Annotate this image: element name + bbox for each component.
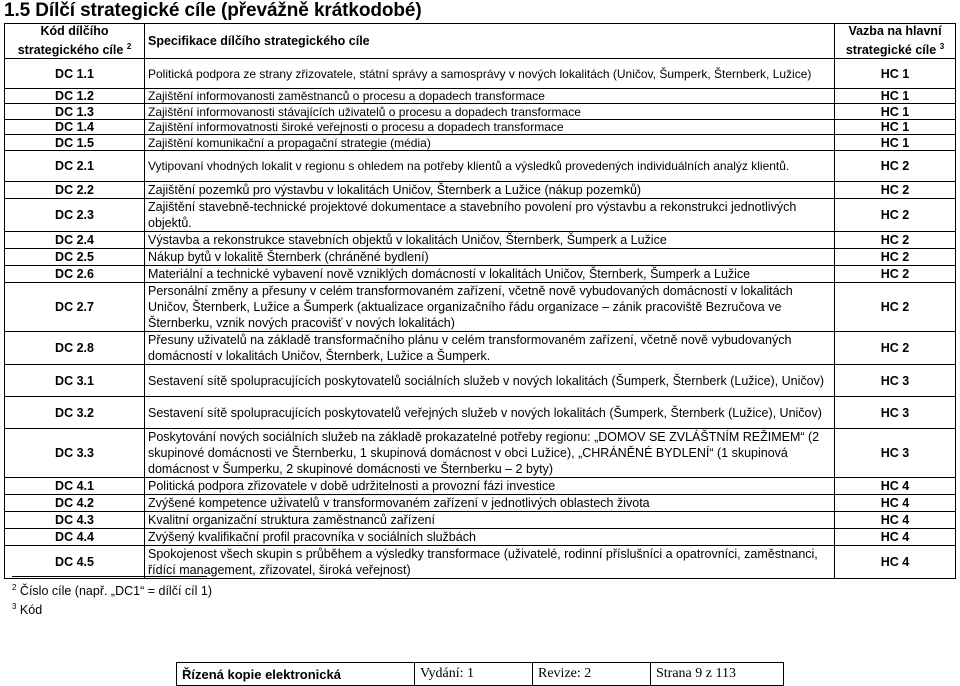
goal-specification-cell: Materiální a technické vybavení nově vzniklých domácností v lokalitách Uničov, Šternberk, Šumperk a Lužice — [145, 266, 835, 283]
goal-specification-cell: Přesuny uživatelů na základě transformačního plánu v celém transformovaném zařízení, včetně nově vybudovaných domácností v lokalitách Uničov, Šternberk, Lužice a Šumperk. — [145, 332, 835, 365]
table-row — [5, 120, 956, 135]
goal-specification-cell: Nákup bytů v lokalitě Šternberk (chráněné bydlení) — [145, 249, 835, 266]
goal-code-cell: DC 4.4 — [5, 529, 145, 546]
goal-specification-cell: Zajištění pozemků pro výstavbu v lokalitách Uničov, Šternberk a Lužice (nákup pozemků) — [145, 182, 835, 199]
main-goal-link-cell: HC 1 — [835, 120, 956, 135]
table-row — [5, 332, 956, 365]
goal-code-cell: DC 2.4 — [5, 232, 145, 249]
table-row — [5, 249, 956, 266]
header-code-line2: strategického cíle — [17, 43, 124, 58]
table-header-row — [5, 24, 956, 59]
main-goal-link-cell: HC 2 — [835, 182, 956, 199]
main-goal-link-cell: HC 3 — [835, 397, 956, 429]
main-goal-link-cell: HC 2 — [835, 283, 956, 332]
main-goal-link-cell: HC 4 — [835, 478, 956, 495]
goal-specification-cell: Zajištění stavebně-technické projektové dokumentace a stavebního povolení pro výstavbu a rekonstrukci jednotlivých objektů. — [145, 199, 835, 232]
main-goal-link-cell: HC 2 — [835, 151, 956, 182]
header-link-line2: strategické cíle — [845, 43, 937, 58]
table-row — [5, 397, 956, 429]
table-body — [5, 59, 956, 579]
footnote-2-text: Číslo cíle (např. „DC1“ = dílčí cíl 1) — [16, 584, 212, 599]
header-link-line1: Vazba na hlavní — [848, 24, 942, 38]
table-row — [5, 495, 956, 512]
goal-code-cell: DC 2.5 — [5, 249, 145, 266]
goal-specification-cell: Zvýšené kompetence uživatelů v transformovaném zařízení v jednotlivých oblastech života — [145, 495, 835, 512]
footer-issue: Vydání: 1 — [415, 663, 533, 685]
table-row — [5, 89, 956, 104]
goal-code-cell: DC 1.1 — [5, 59, 145, 89]
header-goal-code — [5, 24, 145, 59]
document-footer — [176, 662, 784, 686]
goal-specification-cell: Výstavba a rekonstrukce stavebních objektů v lokalitách Uničov, Šternberk, Šumperk a Lužice — [145, 232, 835, 249]
main-goal-link-cell: HC 2 — [835, 232, 956, 249]
table-row — [5, 365, 956, 397]
footnote-3 — [12, 599, 212, 618]
footnote-2 — [12, 580, 212, 599]
header-code-footnote-mark: 2 — [126, 42, 132, 51]
section-heading: 1.5 Dílčí strategické cíle (převážně krátkodobé) — [4, 0, 422, 21]
main-goal-link-cell: HC 4 — [835, 529, 956, 546]
goal-code-cell: DC 2.6 — [5, 266, 145, 283]
table-row — [5, 512, 956, 529]
goal-code-cell: DC 1.3 — [5, 104, 145, 120]
main-goal-link-cell: HC 3 — [835, 429, 956, 478]
main-goal-link-cell: HC 2 — [835, 332, 956, 365]
footnote-3-text: Kód — [16, 603, 43, 618]
main-goal-link-cell: HC 1 — [835, 59, 956, 89]
strategic-goals-table-wrap — [4, 23, 955, 579]
goal-code-cell: DC 4.1 — [5, 478, 145, 495]
goal-code-cell: DC 3.1 — [5, 365, 145, 397]
goal-code-cell: DC 4.5 — [5, 546, 145, 579]
goal-specification-cell: Zajištění informovanosti zaměstnanců o procesu a dopadech transformace — [145, 89, 835, 104]
goal-specification-cell: Zajištění informovanosti stávajících uživatelů o procesu a dopadech transformace — [145, 104, 835, 120]
table-row — [5, 478, 956, 495]
goal-specification-cell: Zajištění informovatnosti široké veřejnosti o procesu a dopadech transformace — [145, 120, 835, 135]
table-row — [5, 546, 956, 579]
goal-code-cell: DC 2.2 — [5, 182, 145, 199]
header-specification: Specifikace dílčího strategického cíle — [145, 24, 835, 59]
strategic-goals-table — [4, 23, 956, 579]
main-goal-link-cell: HC 3 — [835, 365, 956, 397]
goal-code-cell: DC 4.3 — [5, 512, 145, 529]
goal-specification-cell: Personální změny a přesuny v celém transformovaném zařízení, včetně nově vybudovaných domácností v lokalitách Uničov, Šternberk, Lužice a Šumperk (aktualizace organizačního řádu organizace – zánik pracoviště Bezručova ve Šternberku, vznik nových pracovišť v nových lokalitách) — [145, 283, 835, 332]
goal-specification-cell: Sestavení sítě spolupracujících poskytovatelů sociálních služeb v nových lokalitách (Šumperk, Šternberk (Lužice), Uničov) — [145, 365, 835, 397]
main-goal-link-cell: HC 4 — [835, 512, 956, 529]
footnote-separator — [12, 576, 207, 577]
main-goal-link-cell: HC 2 — [835, 249, 956, 266]
table-row — [5, 529, 956, 546]
header-code-line1: Kód dílčího — [40, 24, 109, 38]
goal-specification-cell: Vytipovaní vhodných lokalit v regionu s ohledem na potřeby klientů a výsledků provedených individuálních analýz klientů. — [145, 151, 835, 182]
main-goal-link-cell: HC 1 — [835, 104, 956, 120]
table-row — [5, 182, 956, 199]
goal-code-cell: DC 3.3 — [5, 429, 145, 478]
goal-code-cell: DC 2.7 — [5, 283, 145, 332]
header-link-footnote-mark: 3 — [939, 42, 945, 51]
goal-specification-cell: Spokojenost všech skupin s průběhem a výsledky transformace (uživatelé, rodinní příslušníci a opatrovníci, zaměstnanci, řídící management, zřizovatel, široká veřejnost) — [145, 546, 835, 579]
footer-controlled-copy: Řízená kopie elektronická — [177, 663, 415, 685]
goal-code-cell: DC 4.2 — [5, 495, 145, 512]
goal-code-cell: DC 2.3 — [5, 199, 145, 232]
goal-specification-cell: Kvalitní organizační struktura zaměstnanců zařízení — [145, 512, 835, 529]
main-goal-link-cell: HC 1 — [835, 135, 956, 151]
footer-page-number: Strana 9 z 113 — [656, 666, 736, 681]
table-row — [5, 135, 956, 151]
table-row — [5, 199, 956, 232]
goal-specification-cell: Zvýšený kvalifikační profil pracovníka v sociálních službách — [145, 529, 835, 546]
goal-code-cell: DC 2.1 — [5, 151, 145, 182]
table-row — [5, 232, 956, 249]
goal-code-cell: DC 1.4 — [5, 120, 145, 135]
footer-revision: Revize: 2 — [533, 663, 651, 685]
table-row — [5, 59, 956, 89]
table-row — [5, 104, 956, 120]
goal-specification-cell: Sestavení sítě spolupracujících poskytovatelů veřejných služeb v nových lokalitách (Šumperk, Šternberk (Lužice), Uničov) — [145, 397, 835, 429]
goal-code-cell: DC 2.8 — [5, 332, 145, 365]
table-row — [5, 429, 956, 478]
main-goal-link-cell: HC 2 — [835, 199, 956, 232]
goal-code-cell: DC 1.5 — [5, 135, 145, 151]
main-goal-link-cell: HC 1 — [835, 89, 956, 104]
header-main-goal-link — [835, 24, 956, 59]
footnote-3-mark: 3 — [12, 602, 17, 612]
goal-code-cell: DC 3.2 — [5, 397, 145, 429]
footnotes — [12, 576, 212, 618]
main-goal-link-cell: HC 2 — [835, 266, 956, 283]
goal-specification-cell: Politická podpora zřizovatele v době udržitelnosti a provozní fázi investice — [145, 478, 835, 495]
goal-code-cell: DC 1.2 — [5, 89, 145, 104]
main-goal-link-cell: HC 4 — [835, 495, 956, 512]
goal-specification-cell: Zajištění komunikační a propagační strategie (média) — [145, 135, 835, 151]
table-row — [5, 151, 956, 182]
footnote-2-mark: 2 — [12, 583, 17, 592]
goal-specification-cell: Poskytování nových sociálních služeb na základě prokazatelné potřeby regionu: „DOMOV SE ZVLÁŠTNÍM REŽIMEM“ (2 skupinové domácnosti ve Šternberku, 1 skupinová domácnost v obci Lužice), „CHRÁNĚNÉ BYDLENÍ“ (1 skupinová domácnost v Šumperku, 2 skupinové domácnosti ve Šternberku – 2 byty) — [145, 429, 835, 478]
goal-specification-cell: Politická podpora ze strany zřizovatele, státní správy a samosprávy v nových lokalitách (Uničov, Šumperk, Šternberk, Lužice) — [145, 59, 835, 89]
table-row — [5, 266, 956, 283]
main-goal-link-cell: HC 4 — [835, 546, 956, 579]
table-row — [5, 283, 956, 332]
